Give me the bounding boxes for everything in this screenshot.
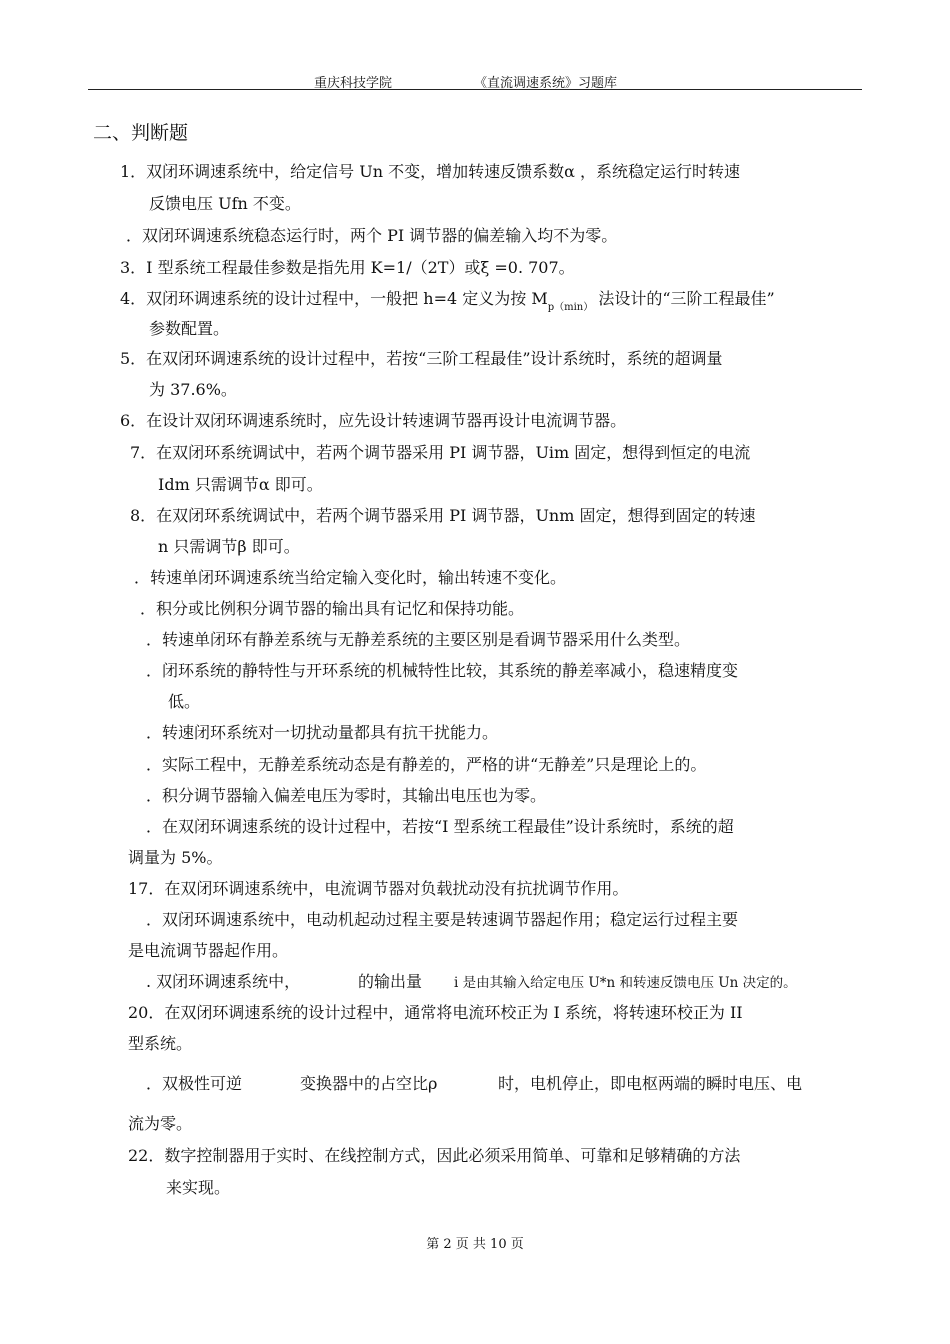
item-20-line-2: 型系统。 <box>128 1034 193 1053</box>
item-8-line-1: 8．在双闭环系统调试中，若两个调节器采用 PI 调节器，Unm 固定，想得到固定的转速 <box>130 506 756 525</box>
item-21-text-c: 时，电机停止，即电枢两端的瞬时电压、电 <box>498 1074 803 1093</box>
item-12-line-2: 低。 <box>168 692 201 711</box>
page-footer: 第 2 页 共 10 页 <box>426 1237 524 1252</box>
item-4-subscript: p（min） <box>547 302 594 313</box>
item-4-text-a: 4．双闭环调速系统的设计过程中，一般把 h=4 定义为按 M <box>120 289 548 308</box>
item-17-line-1: 17．在双闭环调速系统中，电流调节器对负载扰动没有抗扰调节作用。 <box>128 879 629 898</box>
item-19-text-c: i 是由其输入给定电压 U*n 和转速反馈电压 Un 决定的。 <box>454 975 797 991</box>
item-18-line-1: ．双闭环调速系统中，电动机起动过程主要是转速调节器起作用；稳定运行过程主要 <box>146 910 739 929</box>
item-19-line-1 <box>146 971 797 993</box>
item-21-line-2: 流为零。 <box>128 1114 193 1133</box>
item-20-line-1: 20．在双闭环调速系统的设计过程中，通常将电流环校正为 I 系统，将转速环校正为 II <box>128 1003 743 1022</box>
header-rule <box>88 89 862 90</box>
section-title: 二、判断题 <box>93 122 189 144</box>
item-9-line-1: ．转速单闭环调速系统当给定输入变化时，输出转速不变化。 <box>134 568 567 587</box>
item-19-text-a: . 双闭环调速系统中， <box>146 972 301 991</box>
item-6-line-1: 6．在设计双闭环调速系统时，应先设计转速调节器再设计电流调节器。 <box>120 411 627 430</box>
item-12-line-1: ．闭环系统的静特性与开环系统的机械特性比较，其系统的静差率减小，稳速精度变 <box>146 661 739 680</box>
item-1-line-2: 反馈电压 Ufn 不变。 <box>149 194 301 213</box>
header-book-title: 《直流调速系统》习题库 <box>474 76 618 91</box>
item-8-line-2: n 只需调节β 即可。 <box>158 537 300 556</box>
item-7-line-1: 7．在双闭环系统调试中，若两个调节器采用 PI 调节器，Uim 固定，想得到恒定的电流 <box>130 443 751 462</box>
item-3-line-1: 3．I 型系统工程最佳参数是指先用 K=1/（2T）或ξ =0. 707。 <box>120 258 575 277</box>
header-school: 重庆科技学院 <box>314 76 393 91</box>
item-13-line-1: ．转速闭环系统对一切扰动量都具有抗干扰能力。 <box>146 723 499 742</box>
item-5-line-1: 5．在双闭环调速系统的设计过程中，若按“三阶工程最佳”设计系统时，系统的超调量 <box>120 349 723 368</box>
item-16-line-1: ．在双闭环调速系统的设计过程中，若按“I 型系统工程最佳”设计系统时，系统的超 <box>146 817 734 836</box>
item-21-text-b: 变换器中的占空比ρ <box>300 1074 438 1093</box>
item-7-line-2: Idm 只需调节α 即可。 <box>158 475 323 494</box>
item-4-line-2: 参数配置。 <box>149 319 230 338</box>
item-11-line-1: ．转速单闭环有静差系统与无静差系统的主要区别是看调节器采用什么类型。 <box>146 630 691 649</box>
item-22-line-1: 22．数字控制器用于实时、在线控制方式，因此必须采用简单、可靠和足够精确的方法 <box>128 1146 741 1165</box>
item-18-line-2: 是电流调节器起作用。 <box>128 941 289 960</box>
item-19-text-b: 的输出量 <box>358 972 423 991</box>
item-14-line-1: ．实际工程中，无静差系统动态是有静差的，严格的讲“无静差”只是理论上的。 <box>146 755 707 774</box>
item-10-line-1: ．积分或比例积分调节器的输出具有记忆和保持功能。 <box>140 599 525 618</box>
item-15-line-1: ．积分调节器输入偏差电压为零时，其输出电压也为零。 <box>146 786 547 805</box>
item-4-line-1 <box>120 288 775 313</box>
item-16-line-2: 调量为 5%。 <box>128 848 223 867</box>
item-1-line-1: 1．双闭环调速系统中，给定信号 Un 不变，增加转速反馈系数α ，系统稳定运行时转速 <box>120 162 741 181</box>
page-header <box>88 70 862 90</box>
item-21-line-1 <box>146 1073 803 1095</box>
item-5-line-2: 为 37.6%。 <box>149 380 237 399</box>
item-4-text-b: 法设计的“三阶工程最佳” <box>593 289 775 308</box>
item-22-line-2: 来实现。 <box>166 1178 231 1197</box>
item-21-text-a: ．双极性可逆 <box>146 1074 243 1093</box>
item-2-line-1: ．双闭环调速系统稳态运行时，两个 PI 调节器的偏差输入均不为零。 <box>126 226 618 245</box>
